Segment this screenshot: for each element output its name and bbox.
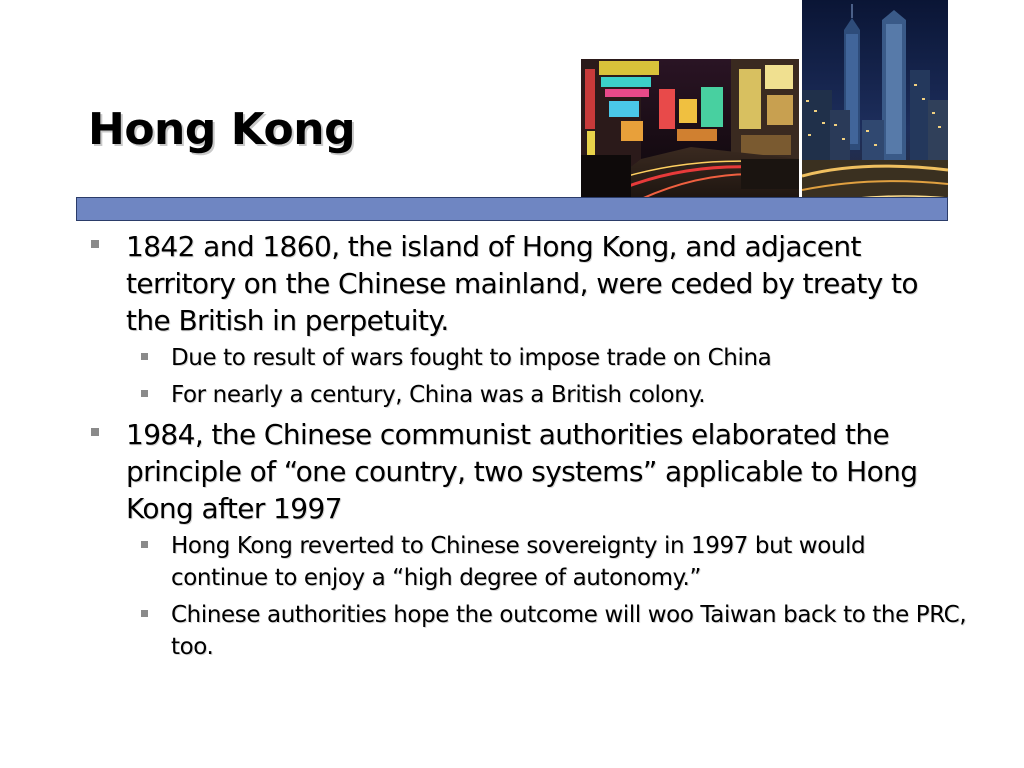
title-accent-bar (76, 197, 948, 221)
skyline-night-graphic (802, 0, 948, 214)
square-bullet-icon (141, 541, 148, 548)
square-bullet-icon (141, 390, 148, 397)
sub-bullet-item (88, 599, 968, 663)
sub-bullet-text: Due to result of wars fought to impose trade on China (171, 345, 772, 371)
sub-bullet-text: For nearly a century, China was a British colony. (171, 382, 706, 408)
bullet-item (88, 228, 968, 339)
square-bullet-icon (141, 353, 148, 360)
square-bullet-icon (141, 610, 148, 617)
slide-title: Hong Kong (88, 104, 356, 155)
skyline-night-photo (802, 0, 948, 214)
street-neon-photo (581, 59, 799, 206)
bullet-item (88, 416, 968, 527)
square-bullet-icon (91, 240, 99, 248)
sub-bullet-text: Hong Kong reverted to Chinese sovereignty in 1997 but would continue to enjoy a “high degree of autonomy.” (171, 533, 866, 591)
bullet-text: 1984, the Chinese communist authorities elaborated the principle of “one country, two systems” applicable to Hong Kong after 1997 (126, 418, 918, 525)
sub-bullet-text: Chinese authorities hope the outcome will woo Taiwan back to the PRC, too. (171, 602, 967, 660)
street-neon-graphic (581, 59, 799, 206)
bullet-list (88, 228, 968, 668)
sub-bullet-item (88, 530, 968, 594)
sub-bullet-item (88, 379, 968, 411)
sub-bullet-item (88, 342, 968, 374)
square-bullet-icon (91, 428, 99, 436)
bullet-text: 1842 and 1860, the island of Hong Kong, and adjacent territory on the Chinese mainland, were ceded by treaty to the British in perpetuity. (126, 230, 918, 337)
